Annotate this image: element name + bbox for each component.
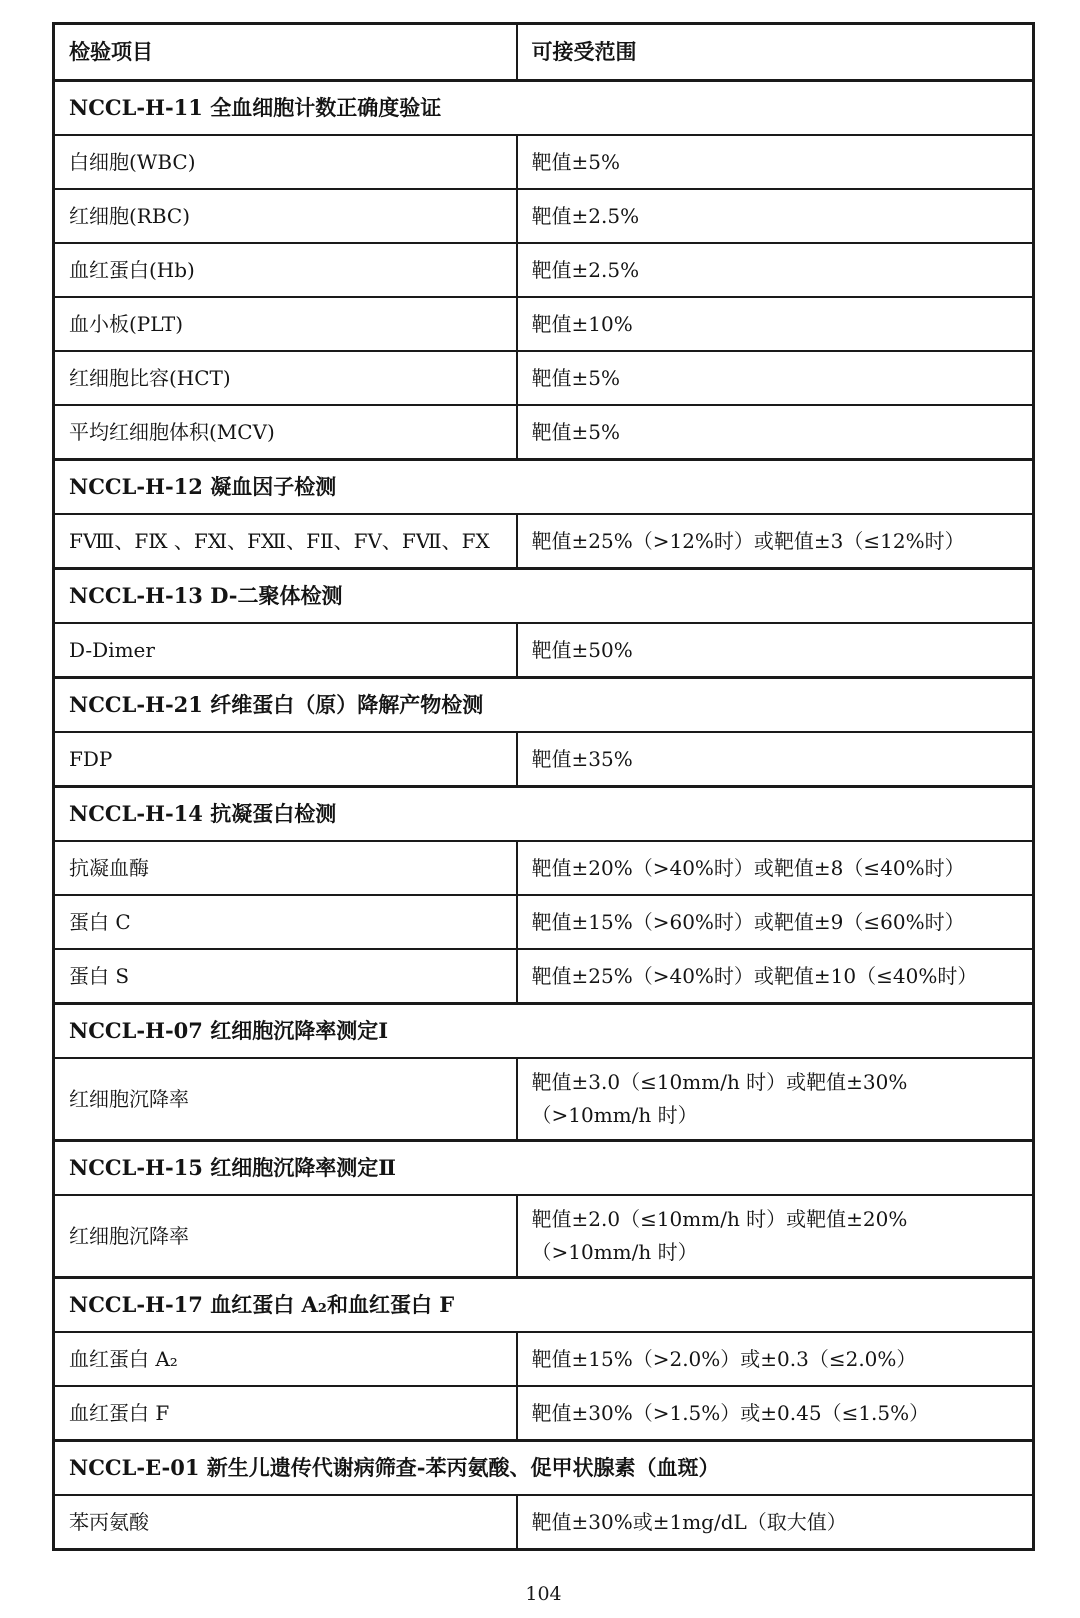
table-row (54, 1058, 1034, 1141)
test-item-cell: 红细胞比容(HCT) (54, 351, 517, 405)
test-item-cell: 蛋白 S (54, 949, 517, 1004)
section-header-cell: NCCL-H-13 D-二聚体检测 (54, 569, 1034, 624)
table-row (54, 297, 1034, 351)
section-row (54, 678, 1034, 733)
acceptable-range-cell: 靶值±10% (517, 297, 1034, 351)
table-row (54, 623, 1034, 678)
table-row (54, 1195, 1034, 1278)
test-item-cell: FⅧ、FⅨ 、FⅪ、FⅫ、FⅡ、FⅤ、FⅦ、FⅩ (54, 514, 517, 569)
document-page (52, 22, 1035, 1605)
section-header-cell: NCCL-H-17 血红蛋白 A₂和血红蛋白 F (54, 1278, 1034, 1333)
acceptable-range-cell: 靶值±15%（>2.0%）或±0.3（≤2.0%） (517, 1332, 1034, 1386)
test-item-cell: 血红蛋白(Hb) (54, 243, 517, 297)
page-number: 104 (525, 1583, 562, 1605)
section-header-cell: NCCL-E-01 新生儿遗传代谢病筛查-苯丙氨酸、促甲状腺素（血斑） (54, 1441, 1034, 1496)
table-row (54, 405, 1034, 460)
table-row (54, 1386, 1034, 1441)
test-item-cell: 红细胞沉降率 (54, 1058, 517, 1141)
column-header-test-item: 检验项目 (54, 24, 517, 81)
section-header-cell: NCCL-H-12 凝血因子检测 (54, 460, 1034, 515)
table-row (54, 351, 1034, 405)
section-header-cell: NCCL-H-21 纤维蛋白（原）降解产物检测 (54, 678, 1034, 733)
section-row (54, 81, 1034, 136)
test-item-cell: 血红蛋白 A₂ (54, 1332, 517, 1386)
acceptable-range-cell: 靶值±2.0（≤10mm/h 时）或靶值±20%（>10mm/h 时） (517, 1195, 1034, 1278)
section-row (54, 1278, 1034, 1333)
test-item-cell: 红细胞(RBC) (54, 189, 517, 243)
column-header-acceptable-range: 可接受范围 (517, 24, 1034, 81)
test-item-cell: 红细胞沉降率 (54, 1195, 517, 1278)
acceptable-range-cell: 靶值±25%（>40%时）或靶值±10（≤40%时） (517, 949, 1034, 1004)
table-header-row (54, 24, 1034, 81)
acceptable-range-cell: 靶值±25%（>12%时）或靶值±3（≤12%时） (517, 514, 1034, 569)
section-row (54, 787, 1034, 842)
section-row (54, 1141, 1034, 1196)
acceptable-range-cell: 靶值±5% (517, 351, 1034, 405)
acceptable-range-cell: 靶值±30%或±1mg/dL（取大值） (517, 1495, 1034, 1550)
table-body (54, 81, 1034, 1550)
section-header-cell: NCCL-H-11 全血细胞计数正确度验证 (54, 81, 1034, 136)
table-row (54, 189, 1034, 243)
table-row (54, 949, 1034, 1004)
test-item-cell: 白细胞(WBC) (54, 135, 517, 189)
table-row (54, 841, 1034, 895)
table-row (54, 243, 1034, 297)
table-row (54, 135, 1034, 189)
test-item-cell: 苯丙氨酸 (54, 1495, 517, 1550)
acceptable-range-cell: 靶值±30%（>1.5%）或±0.45（≤1.5%） (517, 1386, 1034, 1441)
table-row (54, 1495, 1034, 1550)
section-row (54, 569, 1034, 624)
table-row (54, 514, 1034, 569)
section-header-cell: NCCL-H-07 红细胞沉降率测定Ⅰ (54, 1004, 1034, 1059)
section-row (54, 1441, 1034, 1496)
table-row (54, 895, 1034, 949)
acceptable-range-cell: 靶值±15%（>60%时）或靶值±9（≤60%时） (517, 895, 1034, 949)
test-item-cell: 血小板(PLT) (54, 297, 517, 351)
acceptable-range-cell: 靶值±35% (517, 732, 1034, 787)
section-row (54, 460, 1034, 515)
acceptance-range-table (52, 22, 1035, 1551)
test-item-cell: 蛋白 C (54, 895, 517, 949)
acceptable-range-cell: 靶值±50% (517, 623, 1034, 678)
acceptable-range-cell: 靶值±20%（>40%时）或靶值±8（≤40%时） (517, 841, 1034, 895)
acceptable-range-cell: 靶值±2.5% (517, 243, 1034, 297)
acceptable-range-cell: 靶值±5% (517, 135, 1034, 189)
test-item-cell: 平均红细胞体积(MCV) (54, 405, 517, 460)
table-row (54, 1332, 1034, 1386)
acceptable-range-cell: 靶值±5% (517, 405, 1034, 460)
section-header-cell: NCCL-H-15 红细胞沉降率测定Ⅱ (54, 1141, 1034, 1196)
acceptable-range-cell: 靶值±3.0（≤10mm/h 时）或靶值±30%（>10mm/h 时） (517, 1058, 1034, 1141)
section-row (54, 1004, 1034, 1059)
acceptable-range-cell: 靶值±2.5% (517, 189, 1034, 243)
section-header-cell: NCCL-H-14 抗凝蛋白检测 (54, 787, 1034, 842)
test-item-cell: D-Dimer (54, 623, 517, 678)
table-row (54, 732, 1034, 787)
test-item-cell: FDP (54, 732, 517, 787)
test-item-cell: 血红蛋白 F (54, 1386, 517, 1441)
test-item-cell: 抗凝血酶 (54, 841, 517, 895)
